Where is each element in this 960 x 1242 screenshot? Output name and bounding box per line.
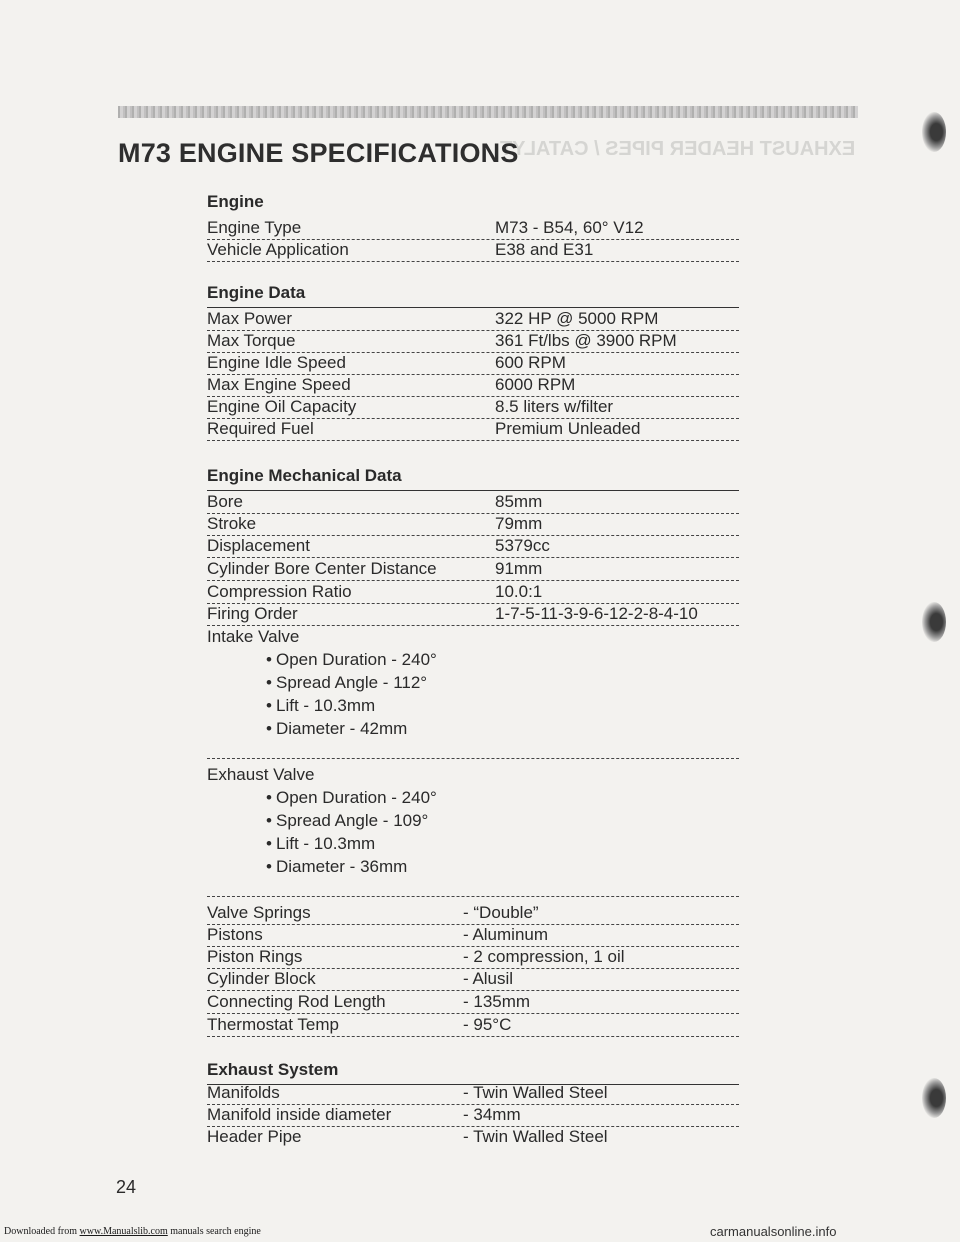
- spec-value: - 135mm: [463, 992, 531, 1011]
- spec-value: 600 RPM: [495, 353, 566, 372]
- spec-row: [207, 374, 739, 397]
- exhaust-valve-label: Exhaust Valve: [207, 765, 315, 784]
- spec-value: 79mm: [495, 514, 543, 533]
- spec-label: Bore: [207, 492, 243, 511]
- section-heading-exhaust-system: Exhaust System: [207, 1060, 739, 1085]
- spec-row: [207, 558, 739, 581]
- spec-row: [207, 581, 739, 604]
- intake-spec-item: • Spread Angle - 112°: [266, 673, 428, 692]
- spec-row: [207, 1126, 739, 1148]
- section-heading-engine: Engine: [207, 192, 264, 211]
- spec-row: [207, 603, 739, 626]
- spec-value: - Alusil: [463, 969, 514, 988]
- spec-value: - 95°C: [463, 1015, 512, 1034]
- bleed-through-title: EXHAUST HEADER PIPES / CATALYT: [500, 138, 856, 160]
- intake-spec-item: • Open Duration - 240°: [266, 650, 437, 669]
- spec-value: 322 HP @ 5000 RPM: [495, 309, 659, 328]
- exhaust-spec-item: • Spread Angle - 109°: [266, 811, 429, 830]
- spec-value: 361 Ft/lbs @ 3900 RPM: [495, 331, 677, 350]
- spec-value: - “Double”: [463, 903, 539, 922]
- spec-label: Cylinder Bore Center Distance: [207, 559, 437, 578]
- section-heading-engine-data: Engine Data: [207, 283, 739, 308]
- spec-label: Piston Rings: [207, 947, 303, 966]
- spec-value: E38 and E31: [495, 240, 594, 259]
- page-title: M73 ENGINE SPECIFICATIONS: [118, 138, 519, 168]
- spec-value: Premium Unleaded: [495, 419, 641, 438]
- spec-value: - Twin Walled Steel: [463, 1083, 608, 1102]
- spec-label: Valve Springs: [207, 903, 311, 922]
- spec-value: M73 - B54, 60° V12: [495, 218, 644, 237]
- spec-row: [207, 513, 739, 536]
- spec-row: [207, 535, 739, 558]
- spec-row: [207, 1104, 739, 1127]
- spec-row: [207, 239, 739, 262]
- spec-label: Manifold inside diameter: [207, 1105, 392, 1124]
- exhaust-spec-item: • Lift - 10.3mm: [266, 834, 376, 853]
- binder-hole-icon: [922, 602, 946, 642]
- spec-row: [207, 1082, 739, 1105]
- spec-row: [207, 968, 739, 991]
- spec-label: Header Pipe: [207, 1127, 302, 1146]
- binder-hole-icon: [922, 112, 946, 152]
- intake-spec-item: • Diameter - 42mm: [266, 719, 408, 738]
- spec-label: Pistons: [207, 925, 263, 944]
- page-number: 24: [116, 1177, 137, 1197]
- spec-row: [207, 991, 739, 1014]
- spec-value: 10.0:1: [495, 582, 543, 601]
- spec-value: 91mm: [495, 559, 543, 578]
- spec-row: [207, 902, 739, 925]
- spec-label: Max Engine Speed: [207, 375, 351, 394]
- spec-label: Required Fuel: [207, 419, 314, 438]
- spec-value: - Aluminum: [463, 925, 549, 944]
- spec-value: - 2 compression, 1 oil: [463, 947, 625, 966]
- spec-label: Vehicle Application: [207, 240, 349, 259]
- binder-hole-icon: [922, 1078, 946, 1118]
- section-heading-mechanical: Engine Mechanical Data: [207, 466, 739, 491]
- spec-value: 85mm: [495, 492, 543, 511]
- exhaust-spec-item: • Open Duration - 240°: [266, 788, 437, 807]
- exhaust-spec-item: • Diameter - 36mm: [266, 857, 408, 876]
- spec-row: [207, 946, 739, 969]
- spec-row: [207, 330, 739, 353]
- spec-label: Manifolds: [207, 1083, 280, 1102]
- spec-row: [207, 308, 739, 331]
- spec-label: Stroke: [207, 514, 257, 533]
- spec-label: Max Power: [207, 309, 293, 328]
- spec-label: Connecting Rod Length: [207, 992, 386, 1011]
- download-footer: Downloaded from www.Manualslib.com manuals search engine: [4, 1226, 261, 1237]
- spec-label: Engine Type: [207, 218, 302, 237]
- spec-value: 5379cc: [495, 536, 550, 555]
- spec-row: [207, 396, 739, 419]
- intake-spec-item: • Lift - 10.3mm: [266, 696, 376, 715]
- spec-value: 8.5 liters w/filter: [495, 397, 614, 416]
- spec-row: [207, 352, 739, 375]
- spec-value: - Twin Walled Steel: [463, 1127, 608, 1146]
- spec-row: [207, 1014, 739, 1037]
- intake-valve-label: Intake Valve: [207, 627, 300, 646]
- spec-row: [207, 217, 739, 240]
- spec-label: Displacement: [207, 536, 310, 555]
- spec-label: Engine Oil Capacity: [207, 397, 357, 416]
- spec-value: 6000 RPM: [495, 375, 576, 394]
- spec-row: [207, 491, 739, 514]
- spec-value: 1-7-5-11-3-9-6-12-2-8-4-10: [495, 604, 698, 623]
- spec-row: [207, 924, 739, 947]
- watermark-footer: carmanualsonline.info: [710, 1224, 837, 1239]
- spec-label: Engine Idle Speed: [207, 353, 346, 372]
- manualslib-link[interactable]: www.Manualslib.com: [79, 1226, 168, 1237]
- spec-value: - 34mm: [463, 1105, 521, 1124]
- dashed-divider: [207, 896, 739, 897]
- spec-label: Compression Ratio: [207, 582, 352, 601]
- dashed-divider: [207, 758, 739, 759]
- top-scan-band: [118, 106, 858, 118]
- spec-label: Cylinder Block: [207, 969, 316, 988]
- spec-label: Firing Order: [207, 604, 298, 623]
- spec-label: Max Torque: [207, 331, 296, 350]
- spec-row: [207, 418, 739, 441]
- spec-label: Thermostat Temp: [207, 1015, 339, 1034]
